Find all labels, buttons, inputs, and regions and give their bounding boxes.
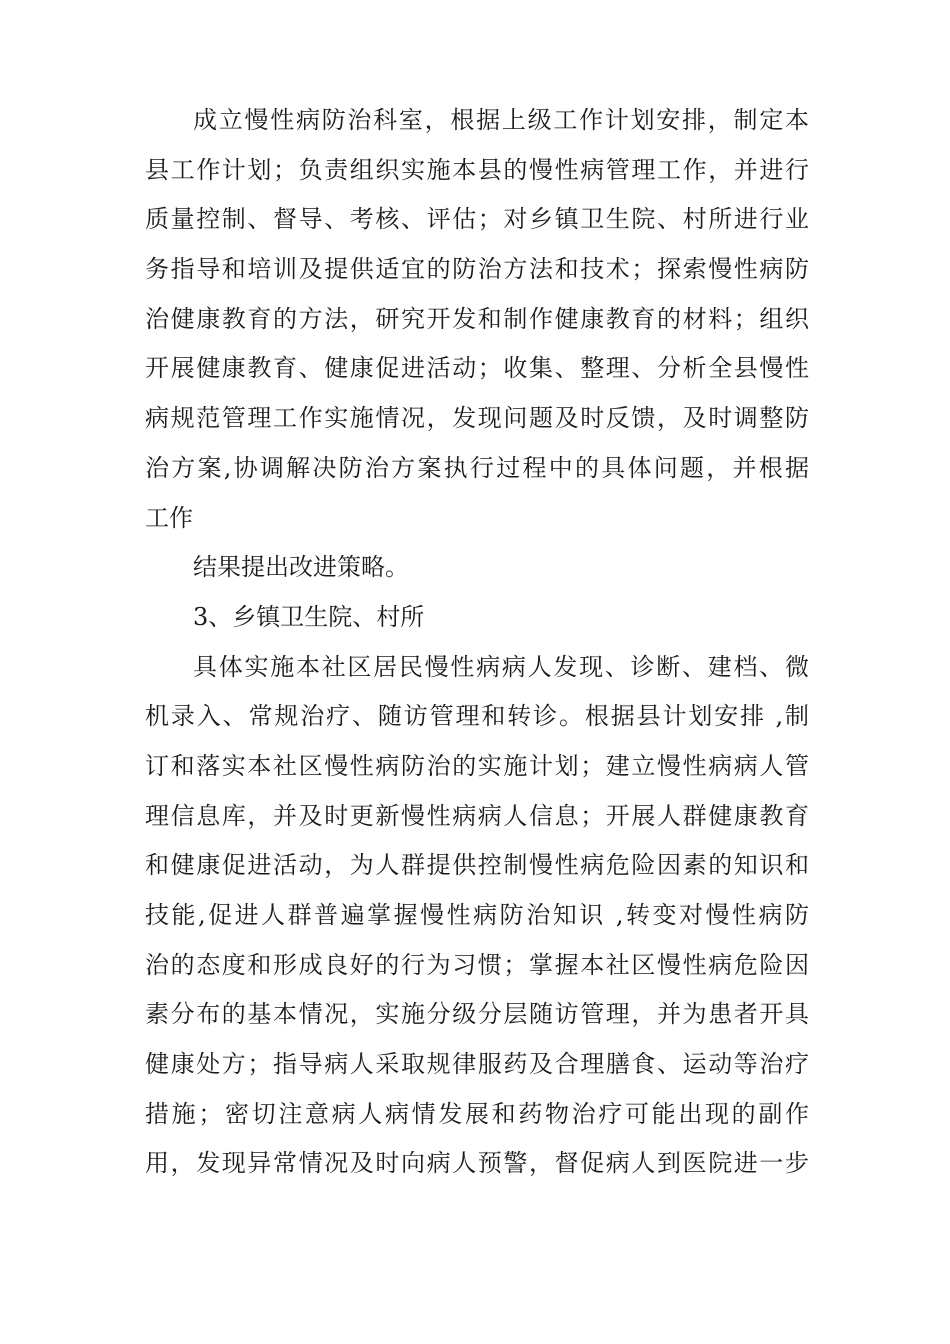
text-line: 治的态度和形成良好的行为习惯；掌握本社区慢性病危险因 — [145, 950, 809, 979]
text-line: 素分布的基本情况，实施分级分层随访管理，并为患者开具 — [145, 1000, 809, 1029]
text-line: 结果提出改进策略。 — [193, 553, 409, 582]
text-line: 开展健康教育、健康促进活动；收集、整理、分析全县慢性 — [145, 354, 809, 383]
text-line: 病规范管理工作实施情况，发现问题及时反馈，及时调整防 — [145, 404, 809, 433]
document-page — [145, 96, 809, 1189]
paragraph-chronic-disease-office — [145, 96, 809, 543]
text-line: 务指导和培训及提供适宜的防治方法和技术；探索慢性病防 — [145, 255, 809, 284]
paragraph-improvement-strategy — [145, 543, 809, 593]
text-line: 用，发现异常情况及时向病人预警，督促病人到医院进一步 — [145, 1149, 809, 1178]
text-line: 技能,促进人群普遍掌握慢性病防治知识 ,转变对慢性病防 — [145, 901, 809, 929]
text-line: 和健康促进活动，为人群提供控制慢性病危险因素的知识和 — [145, 851, 809, 880]
text-line: 质量控制、督导、考核、评估；对乡镇卫生院、村所进行业 — [145, 205, 809, 234]
text-line: 成立慢性病防治科室，根据上级工作计划安排，制定本 — [193, 106, 809, 134]
section-heading-township-clinics — [145, 593, 809, 643]
text-line: 治方案,协调解决防治方案执行过程中的具体问题，并根据 — [145, 453, 809, 482]
paragraph-community-implementation — [145, 643, 809, 1190]
text-line: 县工作计划；负责组织实施本县的慢性病管理工作，并进行 — [145, 155, 809, 184]
text-line: 机录入、常规治疗、随访管理和转诊。根据县计划安排 ,制 — [145, 702, 809, 731]
text-line: 工作 — [145, 503, 193, 532]
text-line: 理信息库，并及时更新慢性病病人信息；开展人群健康教育 — [145, 801, 809, 830]
text-line: 治健康教育的方法，研究开发和制作健康教育的材料；组织 — [145, 304, 809, 333]
section-heading: 3、乡镇卫生院、村所 — [193, 602, 425, 631]
text-line: 措施；密切注意病人病情发展和药物治疗可能出现的副作 — [145, 1099, 809, 1128]
text-line: 健康处方；指导病人采取规律服药及合理膳食、运动等治疗 — [145, 1050, 809, 1079]
text-line: 具体实施本社区居民慢性病病人发现、诊断、建档、微 — [193, 652, 809, 681]
text-line: 订和落实本社区慢性病防治的实施计划；建立慢性病病人管 — [145, 751, 809, 780]
